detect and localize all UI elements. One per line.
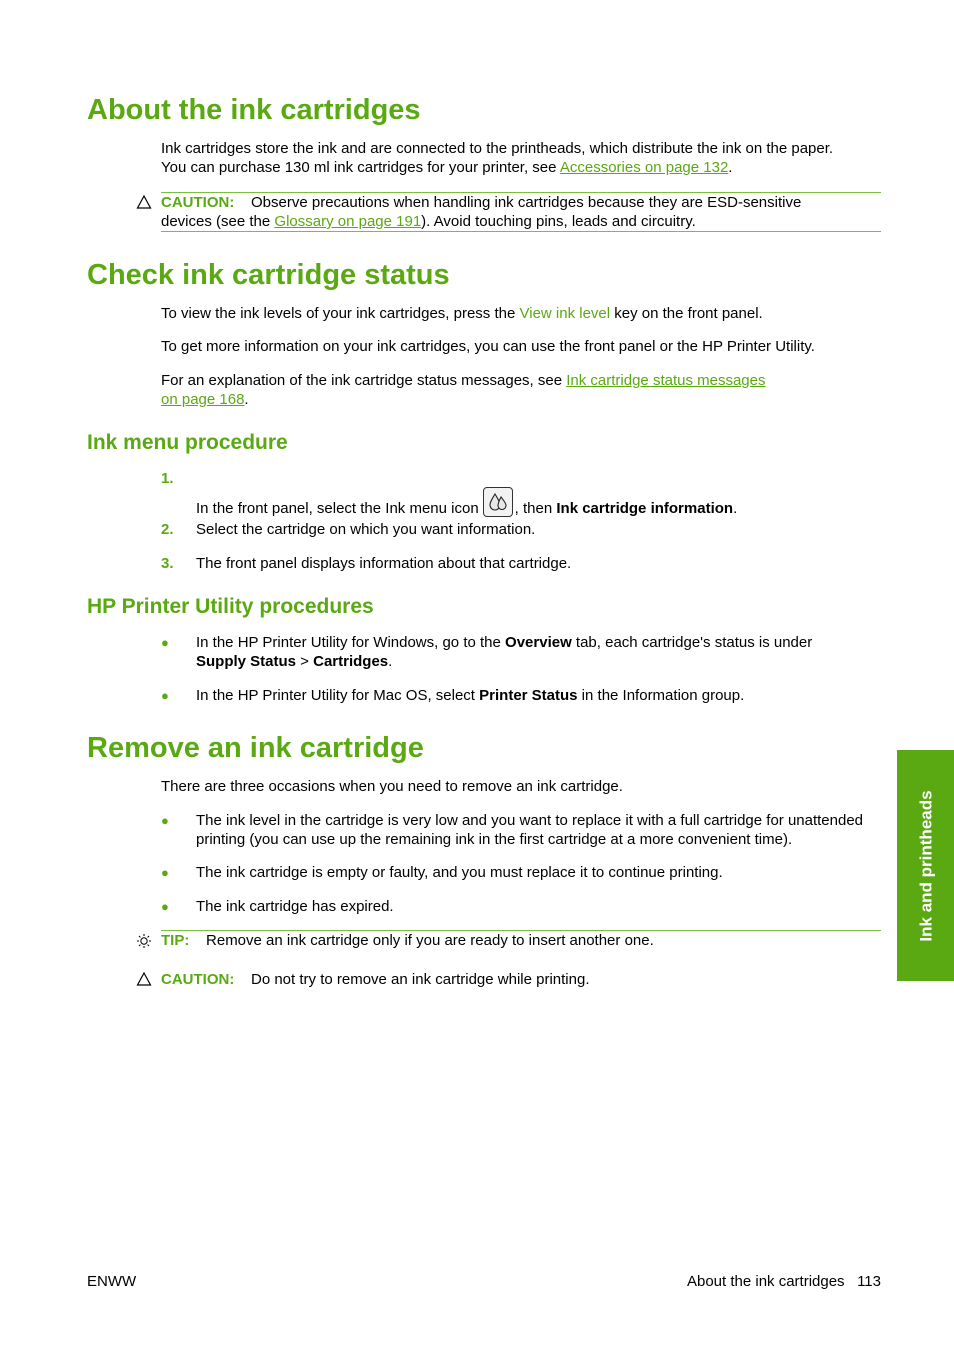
- status-messages-link[interactable]: Ink cartridge status messages: [566, 372, 766, 389]
- section-title-about: About the ink cartridges: [87, 94, 421, 126]
- bullet-icon: ●: [161, 635, 169, 650]
- status-messages-link-page[interactable]: on page 168: [161, 391, 245, 408]
- glossary-link[interactable]: Glossary on page 191: [274, 213, 422, 230]
- caution-bottom-rule: [161, 231, 881, 232]
- bullet-icon: ●: [161, 688, 169, 703]
- footer-left: ENWW: [87, 1273, 137, 1290]
- caution-note: CAUTION: Observe precautions when handling ink cartridges because they are ESD-sensitive devices (see the Glossary on page 191). Avoid touching pins, leads and circuitry.: [161, 194, 802, 230]
- footer-section-name: About the ink cartridges: [686, 1273, 845, 1290]
- tip-note: TIP: Remove an ink cartridge only if you are ready to insert another one.: [161, 932, 654, 949]
- remove-caution-note: CAUTION: Do not try to remove an ink cartridge while printing.: [161, 971, 590, 988]
- bullet-icon: ●: [161, 865, 169, 880]
- caution-label: CAUTION:: [161, 971, 235, 988]
- remove-intro: There are three occasions when you need to remove an ink cartridge.: [161, 778, 623, 795]
- bullet-icon: ●: [161, 813, 169, 828]
- ink-menu-icon: [483, 487, 513, 517]
- view-ink-paragraph: To view the ink levels of your ink cartridges, press the View ink level key on the front panel.: [161, 305, 763, 322]
- footer-right: [687, 1272, 881, 1291]
- step-number-1: 1.: [161, 470, 174, 487]
- more-info-paragraph: To get more information on your ink cartridges, you can use the front panel or the HP Printer Utility.: [161, 338, 815, 355]
- chapter-side-tab-label: Ink and printheads: [916, 789, 935, 942]
- caution-label: CAUTION:: [161, 194, 235, 211]
- section-title-check-status: Check ink cartridge status: [87, 259, 450, 291]
- bullet-icon: ●: [161, 899, 169, 914]
- step-number-2: 2.: [161, 521, 174, 538]
- chapter-side-tab: [897, 750, 954, 981]
- subsection-title-utility: HP Printer Utility procedures: [87, 595, 374, 618]
- remove-reason-2: The ink cartridge is empty or faulty, and you must replace it to continue printing.: [196, 864, 723, 881]
- step-number-3: 3.: [161, 555, 174, 572]
- remove-reason-3: The ink cartridge has expired.: [196, 898, 394, 915]
- caution-icon: [136, 971, 152, 987]
- status-messages-paragraph: For an explanation of the ink cartridge status messages, see Ink cartridge status messages on page 168.: [161, 372, 766, 408]
- about-paragraph: Ink cartridges store the ink and are connected to the printheads, which distribute the ink on the paper. You can purchase 130 ml ink cartridges for your printer, see Accessories on page 132.: [161, 140, 834, 176]
- step-3: The front panel displays information about that cartridge.: [196, 555, 572, 572]
- caution-icon: [136, 194, 152, 210]
- section-title-remove: Remove an ink cartridge: [87, 732, 424, 764]
- utility-mac-item: In the HP Printer Utility for Mac OS, select Printer Status in the Information group.: [196, 687, 745, 704]
- tip-label: TIP:: [161, 932, 190, 949]
- accessories-link[interactable]: Accessories on page 132: [559, 159, 729, 176]
- remove-reason-1: The ink level in the cartridge is very low and you want to replace it with a full cartridge for unattended printing (you can use up the remaining ink in the first cartridge at a more convenient time).: [196, 812, 864, 848]
- step-2: Select the cartridge on which you want information.: [196, 521, 536, 538]
- subsection-title-ink-menu: Ink menu procedure: [87, 431, 288, 454]
- lightbulb-icon: [136, 933, 152, 949]
- view-ink-level-key: View ink level: [519, 305, 611, 322]
- page-number: 113: [857, 1273, 881, 1290]
- step-1: In the front panel, select the Ink menu icon , then Ink cartridge information.: [196, 487, 886, 518]
- utility-windows-item: In the HP Printer Utility for Windows, go to the Overview tab, each cartridge's status is under Supply Status > Cartridges.: [196, 634, 813, 670]
